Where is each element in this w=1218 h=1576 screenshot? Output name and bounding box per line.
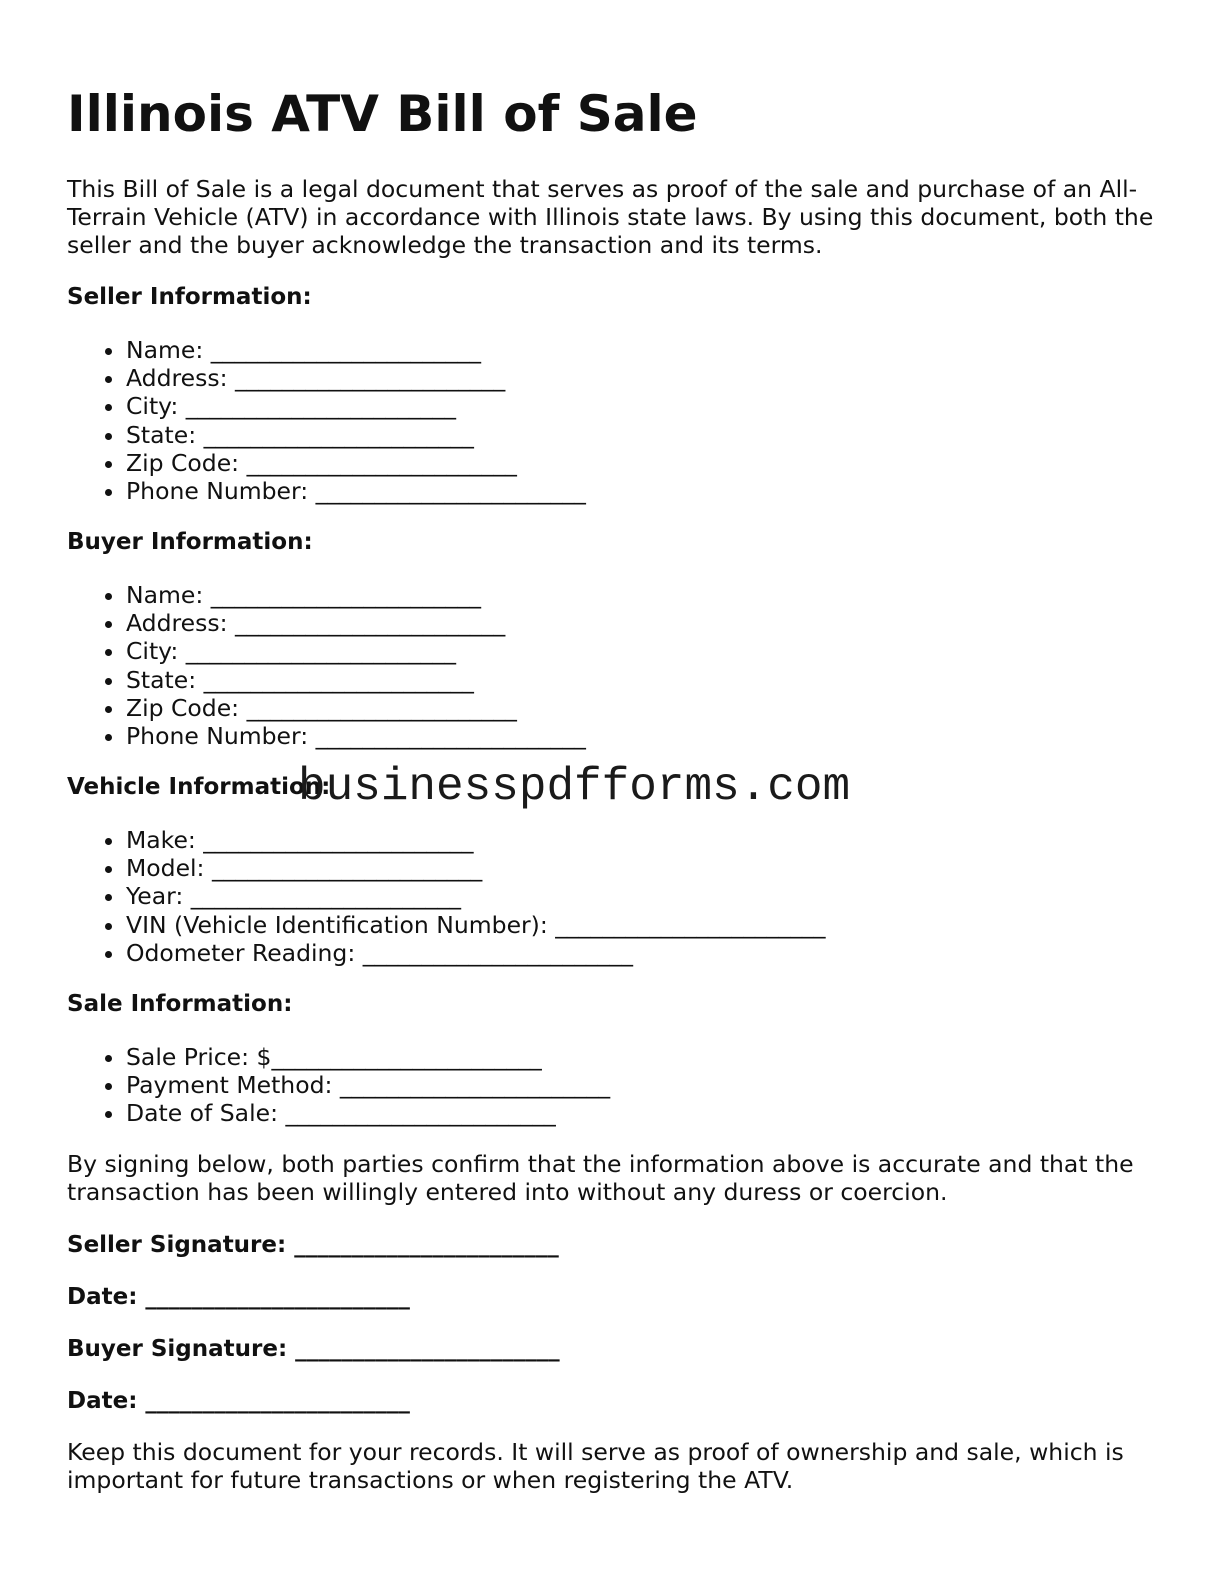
vehicle-make-field: • Make: _______________________ [126, 826, 826, 854]
seller-phone-field: • Phone Number: _______________________ [126, 477, 586, 505]
seller-date-line: Date: _______________________ [67, 1284, 410, 1310]
payment-method-field: • Payment Method: _______________________ [126, 1071, 610, 1099]
buyer-state-field: • State: _______________________ [126, 666, 586, 694]
document-title: Illinois ATV Bill of Sale [67, 85, 698, 143]
seller-city-field: • City: _______________________ [126, 392, 586, 420]
confirmation-paragraph: By signing below, both parties confirm that the information above is accurate and that the transaction has been willingly entered into without any duress or coercion. [67, 1150, 1134, 1206]
seller-state-field: • State: _______________________ [126, 421, 586, 449]
date-of-sale-field: • Date of Sale: _______________________ [126, 1099, 610, 1127]
buyer-city-field: • City: _______________________ [126, 637, 586, 665]
vehicle-year-field: • Year: _______________________ [126, 882, 826, 910]
sale-section-heading: Sale Information: [67, 991, 293, 1017]
buyer-address-field: • Address: _______________________ [126, 609, 586, 637]
sale-fields-list [67, 1043, 610, 1128]
seller-fields-list [67, 336, 586, 505]
watermark-text: businesspdfforms.com [298, 761, 851, 813]
vehicle-model-field: • Model: _______________________ [126, 854, 826, 882]
vehicle-section-heading: Vehicle Information: [67, 774, 331, 800]
buyer-zip-field: • Zip Code: _______________________ [126, 694, 586, 722]
buyer-date-line: Date: _______________________ [67, 1388, 410, 1414]
buyer-signature-line: Buyer Signature: _______________________ [67, 1336, 560, 1362]
seller-signature-line: Seller Signature: _______________________ [67, 1232, 559, 1258]
intro-paragraph: This Bill of Sale is a legal document that serves as proof of the sale and purchase of an All-Terrain Vehicle (ATV) in accordance with Illinois state laws. By using this document, both the seller and the buyer acknowledge the transaction and its terms. [67, 175, 1154, 259]
seller-section-heading: Seller Information: [67, 284, 312, 310]
sale-price-field: • Sale Price: $_______________________ [126, 1043, 610, 1071]
seller-zip-field: • Zip Code: _______________________ [126, 449, 586, 477]
buyer-phone-field: • Phone Number: _______________________ [126, 722, 586, 750]
vehicle-fields-list [67, 826, 826, 967]
seller-name-field: • Name: _______________________ [126, 336, 586, 364]
seller-address-field: • Address: _______________________ [126, 364, 586, 392]
buyer-section-heading: Buyer Information: [67, 529, 313, 555]
vehicle-odometer-field: • Odometer Reading: _______________________ [126, 939, 826, 967]
buyer-name-field: • Name: _______________________ [126, 581, 586, 609]
buyer-fields-list [67, 581, 586, 750]
vehicle-vin-field: • VIN (Vehicle Identification Number): _______________________ [126, 911, 826, 939]
closing-paragraph: Keep this document for your records. It will serve as proof of ownership and sale, which is important for future transactions or when registering the ATV. [67, 1438, 1124, 1494]
